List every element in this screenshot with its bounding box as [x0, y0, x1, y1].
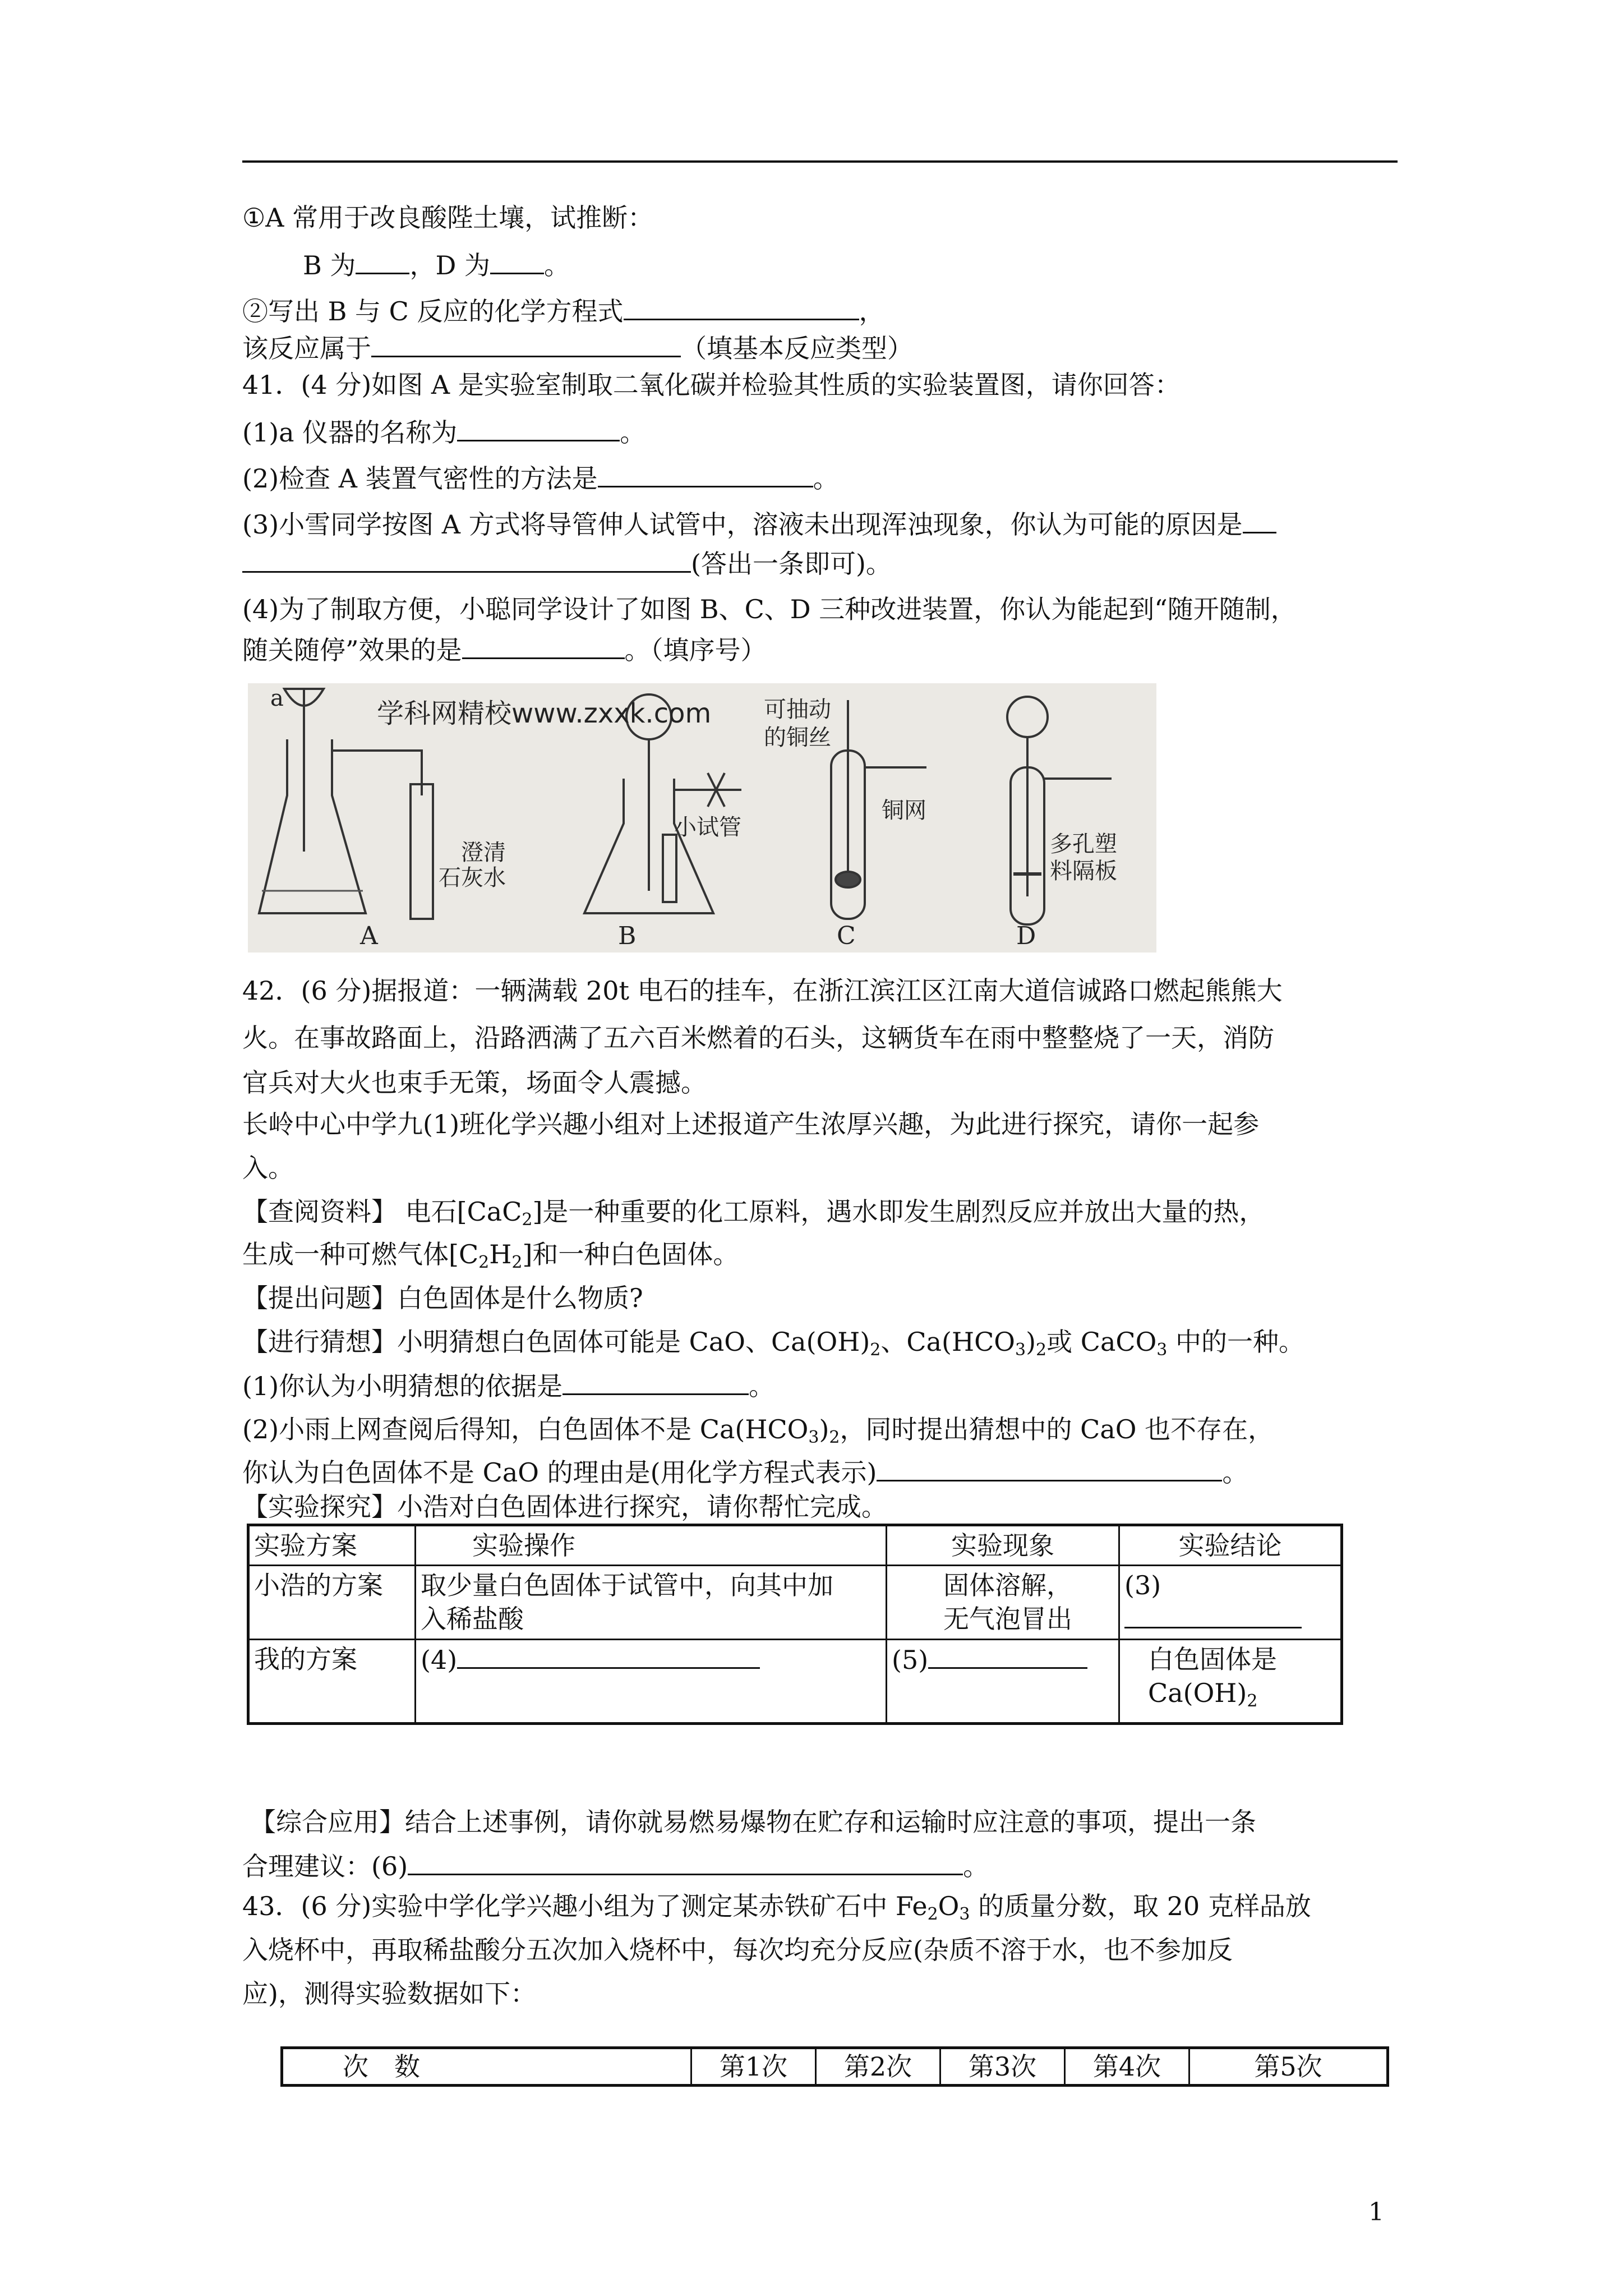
header-rule — [242, 160, 1398, 163]
label-wire-1: 可抽动 — [764, 697, 831, 723]
answer-blank[interactable] — [457, 1642, 760, 1669]
q42-line15: 合理建议：(6) 。 — [242, 1849, 989, 1883]
table-cell: 白色固体是 $Ca(OH)_2$ — [1119, 1640, 1342, 1724]
table-cell: 固体溶解， 无气泡冒出 — [887, 1566, 1119, 1640]
answer-blank[interactable] — [624, 294, 859, 320]
answer-blank[interactable] — [928, 1642, 1087, 1669]
watermark-text: 学科网精校www.zxxk.com — [377, 698, 712, 729]
table-row — [248, 1640, 1342, 1724]
table-header-cell: 第1次 — [691, 2048, 816, 2086]
label-small-tube: 小试管 — [674, 815, 741, 840]
small-tube-b — [663, 835, 676, 902]
q43-line1: 43．(6 分)实验中学化学兴趣小组为了测定某赤铁矿石中 $Fe_2O_3$ 的质量分数，取 20 克样品放 — [242, 1891, 1311, 1924]
funnel-d — [1007, 697, 1048, 737]
table-cell: (3) — [1119, 1566, 1342, 1640]
label-a-instrument: a — [270, 685, 284, 711]
q40-line2: B 为 ，D 为 。 — [303, 248, 570, 282]
table-header-cell: 实验操作 — [416, 1525, 887, 1566]
answer-blank[interactable] — [457, 415, 620, 441]
q41-part1: (1)a 仪器的名称为 。 — [242, 415, 645, 449]
q43-line3: 应)，测得实验数据如下： — [242, 1978, 536, 2009]
caption-c: C — [837, 922, 856, 950]
answer-blank[interactable] — [462, 633, 625, 659]
experiment-table — [247, 1524, 1343, 1725]
answer-blank[interactable] — [877, 1455, 1222, 1481]
answer-blank[interactable] — [490, 248, 544, 274]
q42-line8: 【提出问题】白色固体是什么物质? — [242, 1283, 643, 1313]
table-header-cell: 第3次 — [940, 2048, 1065, 2086]
data-table — [280, 2046, 1389, 2087]
delivery-tube-a — [332, 751, 422, 795]
q41-part3-cont: (答出一条即可)。 — [242, 546, 892, 581]
q42-line2: 火。在事故路面上，沿路洒满了五六百米燃着的石头，这辆货车在雨中整整烧了一天，消防 — [242, 1023, 1274, 1053]
caption-b: B — [618, 922, 637, 950]
table-header-cell: 实验现象 — [887, 1525, 1119, 1566]
table-header-cell: 第2次 — [816, 2048, 940, 2086]
q42-line7: 生成一种可燃气体$[C_2H_2]$和一种白色固体。 — [242, 1239, 739, 1272]
label-plate-2: 料隔板 — [1050, 858, 1117, 884]
answer-blank[interactable] — [1124, 1602, 1302, 1628]
answer-blank[interactable] — [242, 546, 691, 573]
answer-blank[interactable] — [598, 461, 813, 487]
q43-line2: 入烧杯中，再取稀盐酸分五次加入烧杯中，每次均充分反应(杂质不溶于水，也不参加反 — [242, 1935, 1233, 1965]
q42-line14: 【综合应用】结合上述事例，请你就易燃易爆物在贮存和运输时应注意的事项，提出一条 — [250, 1807, 1256, 1837]
q42-line11: (2)小雨上网查阅后得知，白色固体不是 $Ca(HCO_3)_2$，同时提出猜想中的 CaO 也不存在， — [242, 1414, 1274, 1447]
q42-line12: 你认为白色固体不是 CaO 的理由是(用化学方程式表示) 。 — [242, 1455, 1248, 1489]
q42-line3: 官兵对大火也束手无策，场面令人震撼。 — [242, 1068, 707, 1098]
label-limewater-2: 石灰水 — [439, 865, 506, 891]
table-header-cell: 实验结论 — [1119, 1525, 1342, 1566]
flask-a — [259, 739, 366, 913]
table-header-row — [282, 2048, 1388, 2086]
table-row — [248, 1566, 1342, 1640]
q41-part4: (4)为了制取方便，小聪同学设计了如图 B、C、D 三种改进装置，你认为能起到“随开随制， — [242, 594, 1297, 624]
q40-line1: ①A 常用于改良酸陛土壤，试推断： — [242, 203, 654, 233]
table-cell: 取少量白色固体于试管中，向其中加 入稀盐酸 — [416, 1566, 887, 1640]
caption-a: A — [360, 922, 378, 950]
q42-line5: 入。 — [242, 1153, 294, 1183]
test-tube-a — [411, 784, 433, 919]
q41-part2: (2)检查 A 装置气密性的方法是 。 — [242, 461, 839, 495]
q42-line10: (1)你认为小明猜想的依据是 。 — [242, 1369, 774, 1403]
table-header-cell: 次 数 — [282, 2048, 691, 2086]
label-plate-1: 多孔塑 — [1050, 831, 1117, 857]
answer-blank[interactable] — [562, 1369, 749, 1395]
label-limewater-1: 澄清 — [461, 840, 506, 866]
q42-line13: 【实验探究】小浩对白色固体进行探究，请你帮忙完成。 — [242, 1492, 887, 1522]
q40-line3: ②写出 B 与 C 反应的化学方程式 ， — [242, 294, 885, 328]
table-cell: (4) — [416, 1640, 887, 1724]
q42-line1: 42．(6 分)据报道：一辆满载 20t 电石的挂车，在浙江滨江区江南大道信诚路口燃起熊熊大 — [242, 976, 1283, 1006]
apparatus-figure — [248, 683, 1156, 953]
q42-line4: 长岭中心中学九(1)班化学兴趣小组对上述报道产生浓厚兴趣，为此进行探究，请你一起参 — [242, 1109, 1260, 1139]
table-header-cell: 第4次 — [1065, 2048, 1189, 2086]
q41-title: 41．(4 分)如图 A 是实验室制取二氧化碳并检验其性质的实验装置图，请你回答： — [242, 370, 1181, 400]
q41-part3: (3)小雪同学按图 A 方式将导管伸人试管中，溶液未出现浑浊现象，你认为可能的原因是 — [242, 507, 1276, 541]
page-number: 1 — [1368, 2198, 1384, 2226]
table-cell: 小浩的方案 — [248, 1566, 416, 1640]
answer-blank[interactable] — [1243, 507, 1276, 533]
table-header-cell: 实验方案 — [248, 1525, 416, 1566]
answer-blank[interactable] — [371, 331, 681, 357]
table-header-cell: 第5次 — [1189, 2048, 1388, 2086]
label-copper-mesh: 铜网 — [882, 798, 926, 823]
table-cell: (5) — [887, 1640, 1119, 1724]
caption-d: D — [1016, 922, 1036, 950]
q42-line6: 【查阅资料】 电石[CaC$_2$]是一种重要的化工原料，遇水即发生剧烈反应并放出大量的热， — [242, 1197, 1265, 1230]
q41-part4-cont: 随关随停”效果的是 。（填序号） — [242, 633, 767, 667]
answer-blank[interactable] — [356, 248, 409, 274]
apparatus-drawing — [248, 683, 1156, 953]
q40-line4: 该反应属于 （填基本反应类型） — [242, 331, 913, 365]
table-header-row — [248, 1525, 1342, 1566]
label-wire-2: 的铜丝 — [764, 725, 831, 751]
answer-blank[interactable] — [408, 1849, 963, 1875]
table-cell: 我的方案 — [248, 1640, 416, 1724]
q42-line9: 【进行猜想】小明猜想白色固体可能是 CaO、$Ca(OH)_2$、$Ca(HCO_3)_2$或 CaCO$_3$ 中的一种。 — [242, 1327, 1304, 1360]
